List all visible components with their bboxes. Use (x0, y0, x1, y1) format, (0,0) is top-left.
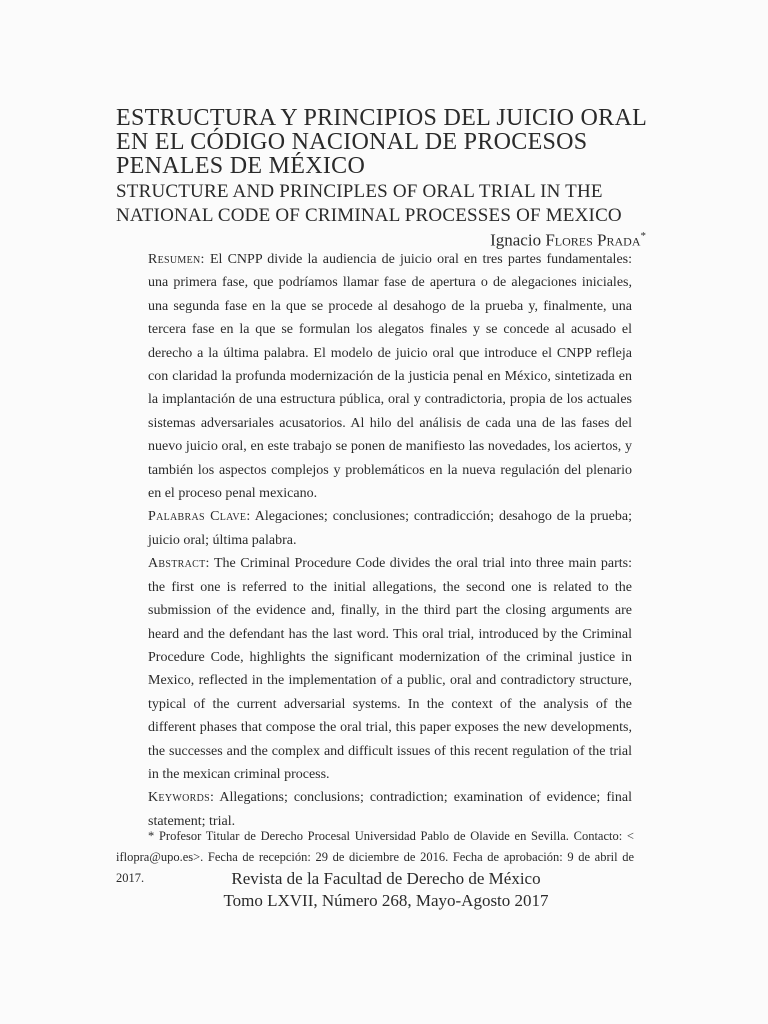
article-title-spanish (116, 106, 676, 178)
footnote-text: * Profesor Titular de Derecho Procesal Universidad Pablo de Olavide en Sevilla. Contacto: < iflopra@upo.es>. Fecha de recepción: 29 de diciembre de 2016. Fecha de aprobación: 9 de abril de 2017. (116, 829, 634, 885)
author-last-name: Flores Prada (545, 230, 641, 250)
palabras-clave-text: Alegaciones; conclusiones; contradicción; desahogo de la prueba; juicio oral; última palabra. (148, 509, 632, 548)
abstract-section (148, 248, 632, 833)
resumen-paragraph (148, 248, 632, 505)
abstract-text: The Criminal Procedure Code divides the oral trial into three main parts: the first one is referred to the initial allegations, the second one is related to the submission of the evidence and, finally, in the third part the closing arguments are heard and the defendant has the last word. This oral trial, introduced by the Criminal Procedure Code, highlights the significant modernization of the criminal justice in Mexico, reflected in the implementation of a public, oral and contradictory structure, typical of the current adversarial systems. In the context of the analysis of the different phases that compose the oral trial, this paper exposes the new developments, the successes and the complex and difficult issues of this recent regulation of the trial in the mexican criminal process. (148, 556, 632, 782)
resumen-text: El CNPP divide la audiencia de juicio oral en tres partes fundamentales: una primera fase, que podríamos llamar fase de apertura o de alegaciones iniciales, una segunda fase en la que se procede al desahogo de la prueba y, finalmente, una tercera fase en la que se formulan los alegatos finales y se concede al acusado el derecho a la última palabra. El modelo de juicio oral que introduce el CNPP refleja con claridad la profunda modernización de la justicia penal en México, sintetizada en la implantación de una estructura pública, oral y contradictoria, propia de los actuales sistemas adversariales acusatorios. Al hilo del análisis de cada una de las fases del nuevo juicio oral, en este trabajo se ponen de manifiesto las novedades, los aciertos, y también los aspectos complejos y problemáticos en la nueva regulación del plenario en el proceso penal mexicano. (148, 252, 633, 502)
article-title-english (116, 180, 676, 228)
title-es-line-1: ESTRUCTURA Y PRINCIPIOS DEL JUICIO ORAL (116, 105, 648, 131)
keywords-text: Allegations; conclusions; contradiction; examination of evidence; final statement; trial. (148, 790, 632, 829)
keywords-label: Keywords: (148, 790, 215, 806)
journal-citation (116, 868, 656, 912)
title-en-line-2: NATIONAL CODE OF CRIMINAL PROCESSES OF MEXICO (116, 205, 622, 226)
author-footnote-marker: * (640, 230, 646, 242)
palabras-clave-label: Palabras Clave: (148, 509, 251, 525)
palabras-clave-paragraph (148, 505, 632, 552)
title-es-line-2: EN EL CÓDIGO NACIONAL DE PROCESOS (116, 129, 588, 155)
resumen-label: Resumen: (148, 252, 205, 267)
journal-volume: Tomo LXVII, Número 268, Mayo-Agosto 2017 (223, 891, 549, 910)
author-name (490, 226, 646, 251)
title-es-line-3: PENALES DE MÉXICO (116, 153, 366, 179)
journal-name: Revista de la Facultad de Derecho de México (231, 869, 541, 888)
title-en-line-1: STRUCTURE AND PRINCIPLES OF ORAL TRIAL IN THE (116, 181, 603, 202)
abstract-label: Abstract: (148, 556, 210, 572)
author-first-name: Ignacio (490, 230, 542, 250)
abstract-paragraph (148, 552, 632, 786)
